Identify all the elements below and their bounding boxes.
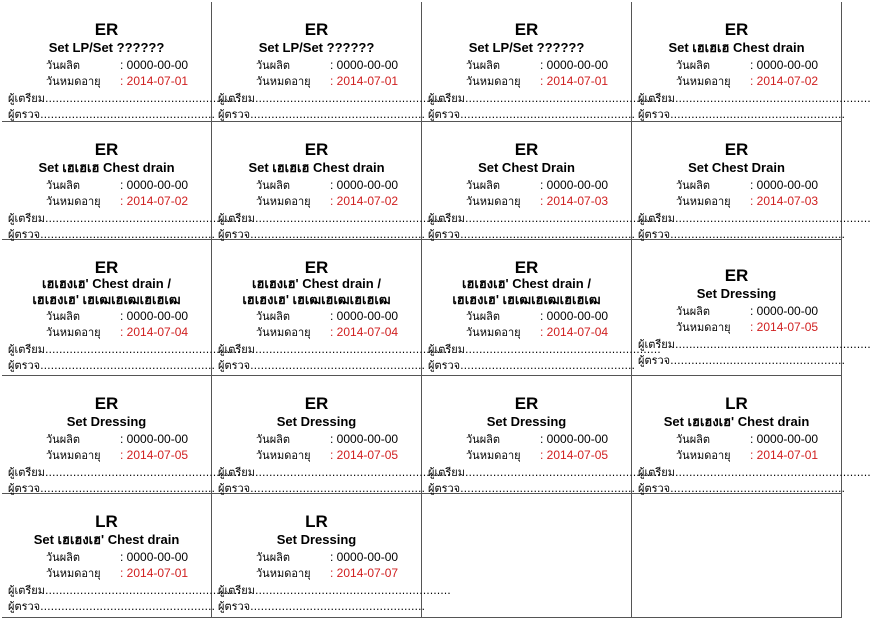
set-name xyxy=(632,160,841,176)
prepared-by-line: ผู้เตรียม........................................................ xyxy=(218,584,451,597)
empty-label-slot xyxy=(632,494,842,618)
sterile-set-label xyxy=(2,376,241,495)
expiry-date xyxy=(256,324,398,341)
manufacture-date-label: วันผลิต xyxy=(466,59,501,72)
set-name xyxy=(212,532,421,548)
manufacture-date-label: วันผลิต xyxy=(676,179,711,192)
checked-by-line: ผู้ตรวจ.................................................. xyxy=(8,359,215,372)
set-name xyxy=(422,276,631,308)
expiry-date-label: วันหมดอายุ xyxy=(676,449,731,462)
manufacture-date-value: : 0000-00-00 xyxy=(330,178,399,192)
department-code: ER xyxy=(304,20,329,39)
expiry-date xyxy=(676,193,818,210)
expiry-date-value: : 2014-07-02 xyxy=(750,74,819,88)
label-sheet xyxy=(2,2,871,618)
manufacture-date-label: วันผลิต xyxy=(256,310,291,323)
manufacture-date xyxy=(256,431,398,448)
department-code: ER xyxy=(724,140,749,159)
manufacture-date-label: วันผลิต xyxy=(46,310,81,323)
manufacture-date-value: : 0000-00-00 xyxy=(120,58,189,72)
set-name-line: Set เฮเฮงเฮ' Chest drain xyxy=(33,532,180,547)
manufacture-date xyxy=(466,308,608,325)
expiry-date-label: วันหมดอายุ xyxy=(46,326,101,339)
expiry-date-value: : 2014-07-05 xyxy=(540,448,609,462)
manufacture-date xyxy=(676,431,818,448)
sterile-set-label xyxy=(212,122,451,241)
set-name-line: Set เฮเฮเฮ Chest drain xyxy=(38,160,175,175)
prepared-by-line: ผู้เตรียม........................................................ xyxy=(8,466,241,479)
set-name xyxy=(2,414,211,430)
set-name-line: เฮเฮงเฮ' เฮเฒเฮเฒเฮเฮเฒ xyxy=(452,292,601,307)
expiry-date-value: : 2014-07-07 xyxy=(330,566,399,580)
expiry-date-label: วันหมดอายุ xyxy=(46,449,101,462)
set-name-line: Set LP/Set ?????? xyxy=(468,40,585,55)
checked-by-line: ผู้ตรวจ.................................................. xyxy=(638,354,845,367)
manufacture-date-value: : 0000-00-00 xyxy=(330,58,399,72)
expiry-date-label: วันหมดอายุ xyxy=(46,75,101,88)
set-name xyxy=(2,532,211,548)
prepared-by-line: ผู้เตรียม........................................................ xyxy=(8,584,241,597)
expiry-date-value: : 2014-07-01 xyxy=(330,74,399,88)
expiry-date-value: : 2014-07-05 xyxy=(120,448,189,462)
expiry-date xyxy=(256,447,398,464)
sterile-set-label xyxy=(212,376,451,495)
manufacture-date-label: วันผลิต xyxy=(46,551,81,564)
prepared-by-line: ผู้เตรียม........................................................ xyxy=(8,343,241,356)
expiry-date-value: : 2014-07-04 xyxy=(120,325,189,339)
expiry-date xyxy=(676,319,818,336)
set-name-line: เฮเฮงเฮ' เฮเฒเฮเฒเฮเฮเฒ xyxy=(242,292,391,307)
expiry-date xyxy=(46,565,188,582)
manufacture-date xyxy=(46,57,188,74)
checked-by-line: ผู้ตรวจ.................................................. xyxy=(8,600,215,613)
expiry-date-label: วันหมดอายุ xyxy=(466,326,521,339)
manufacture-date-label: วันผลิต xyxy=(256,179,291,192)
manufacture-date xyxy=(46,177,188,194)
set-name xyxy=(212,276,421,308)
set-name xyxy=(632,40,841,56)
sterile-set-label xyxy=(632,2,871,122)
checked-by-line: ผู้ตรวจ.................................................. xyxy=(218,228,425,241)
expiry-date-value: : 2014-07-05 xyxy=(750,320,819,334)
expiry-date-label: วันหมดอายุ xyxy=(46,567,101,580)
expiry-date xyxy=(46,447,188,464)
sterile-set-label xyxy=(632,376,871,495)
manufacture-date-label: วันผลิต xyxy=(46,433,81,446)
manufacture-date xyxy=(676,303,818,320)
set-name-line: Set เฮเฮเฮ Chest drain xyxy=(668,40,805,55)
prepared-by-line: ผู้เตรียม........................................................ xyxy=(638,212,871,225)
prepared-by-line: ผู้เตรียม........................................................ xyxy=(218,343,451,356)
expiry-date xyxy=(46,193,188,210)
checked-by-line: ผู้ตรวจ.................................................. xyxy=(218,108,425,121)
checked-by-line: ผู้ตรวจ.................................................. xyxy=(218,600,425,613)
manufacture-date-value: : 0000-00-00 xyxy=(750,178,819,192)
expiry-date xyxy=(466,324,608,341)
department-code: LR xyxy=(95,512,118,531)
expiry-date-label: วันหมดอายุ xyxy=(256,326,311,339)
expiry-date-value: : 2014-07-01 xyxy=(750,448,819,462)
checked-by-line: ผู้ตรวจ.................................................. xyxy=(638,482,845,495)
expiry-date-value: : 2014-07-04 xyxy=(330,325,399,339)
checked-by-line: ผู้ตรวจ.................................................. xyxy=(638,108,845,121)
prepared-by-line: ผู้เตรียม........................................................ xyxy=(428,212,661,225)
expiry-date xyxy=(466,447,608,464)
set-name xyxy=(212,40,421,56)
expiry-date xyxy=(46,73,188,90)
expiry-date-value: : 2014-07-03 xyxy=(750,194,819,208)
set-name-line: Set เฮเฮงเฮ' Chest drain xyxy=(663,414,810,429)
expiry-date xyxy=(256,565,398,582)
manufacture-date xyxy=(46,431,188,448)
manufacture-date-label: วันผลิต xyxy=(256,551,291,564)
expiry-date-label: วันหมดอายุ xyxy=(46,195,101,208)
checked-by-line: ผู้ตรวจ.................................................. xyxy=(8,482,215,495)
prepared-by-line: ผู้เตรียม........................................................ xyxy=(8,212,241,225)
expiry-date-value: : 2014-07-01 xyxy=(120,74,189,88)
manufacture-date-value: : 0000-00-00 xyxy=(750,432,819,446)
set-name xyxy=(422,40,631,56)
prepared-by-line: ผู้เตรียม........................................................ xyxy=(428,92,661,105)
manufacture-date-value: : 0000-00-00 xyxy=(330,550,399,564)
expiry-date-label: วันหมดอายุ xyxy=(466,75,521,88)
expiry-date-label: วันหมดอายุ xyxy=(676,75,731,88)
department-code: ER xyxy=(304,394,329,413)
manufacture-date-value: : 0000-00-00 xyxy=(750,304,819,318)
manufacture-date-value: : 0000-00-00 xyxy=(540,178,609,192)
manufacture-date-value: : 0000-00-00 xyxy=(540,309,609,323)
checked-by-line: ผู้ตรวจ.................................................. xyxy=(428,482,635,495)
set-name xyxy=(422,414,631,430)
sterile-set-label xyxy=(212,2,451,122)
checked-by-line: ผู้ตรวจ.................................................. xyxy=(428,108,635,121)
set-name-line: เฮเฮงเฮ' Chest drain / xyxy=(42,276,171,291)
expiry-date xyxy=(256,193,398,210)
set-name xyxy=(632,414,841,430)
empty-label-slot xyxy=(422,494,632,618)
checked-by-line: ผู้ตรวจ.................................................. xyxy=(218,359,425,372)
department-code: LR xyxy=(305,512,328,531)
sterile-set-label xyxy=(422,376,661,495)
manufacture-date-value: : 0000-00-00 xyxy=(330,432,399,446)
sterile-set-label xyxy=(422,2,661,122)
sterile-set-label xyxy=(2,122,241,241)
manufacture-date xyxy=(46,549,188,566)
manufacture-date-label: วันผลิต xyxy=(676,59,711,72)
manufacture-date-label: วันผลิต xyxy=(676,433,711,446)
set-name xyxy=(212,414,421,430)
expiry-date-value: : 2014-07-04 xyxy=(540,325,609,339)
set-name-line: Set Dressing xyxy=(696,286,777,301)
department-code: ER xyxy=(304,258,329,277)
manufacture-date-value: : 0000-00-00 xyxy=(120,309,189,323)
prepared-by-line: ผู้เตรียม........................................................ xyxy=(428,466,661,479)
manufacture-date xyxy=(466,57,608,74)
set-name-line: Set Dressing xyxy=(276,414,357,429)
checked-by-line: ผู้ตรวจ.................................................. xyxy=(638,228,845,241)
set-name-line: Set Dressing xyxy=(486,414,567,429)
prepared-by-line: ผู้เตรียม........................................................ xyxy=(638,466,871,479)
department-code: ER xyxy=(514,20,539,39)
set-name-line: Set Chest Drain xyxy=(478,160,575,175)
checked-by-line: ผู้ตรวจ.................................................. xyxy=(218,482,425,495)
set-name-line: Set LP/Set ?????? xyxy=(48,40,165,55)
set-name-line: Set เฮเฮเฮ Chest drain xyxy=(248,160,385,175)
expiry-date-value: : 2014-07-01 xyxy=(540,74,609,88)
sterile-set-label xyxy=(2,494,241,618)
sterile-set-label xyxy=(212,240,451,376)
manufacture-date-label: วันผลิต xyxy=(46,59,81,72)
department-code: ER xyxy=(304,140,329,159)
sterile-set-label xyxy=(212,494,451,618)
expiry-date xyxy=(466,73,608,90)
department-code: ER xyxy=(724,20,749,39)
manufacture-date-label: วันผลิต xyxy=(676,305,711,318)
manufacture-date-value: : 0000-00-00 xyxy=(540,432,609,446)
manufacture-date-label: วันผลิต xyxy=(46,179,81,192)
set-name-line: Set LP/Set ?????? xyxy=(258,40,375,55)
manufacture-date-value: : 0000-00-00 xyxy=(120,178,189,192)
manufacture-date-value: : 0000-00-00 xyxy=(120,432,189,446)
sterile-set-label xyxy=(2,2,241,122)
manufacture-date xyxy=(466,431,608,448)
set-name xyxy=(2,276,211,308)
sterile-set-label xyxy=(2,240,241,376)
manufacture-date xyxy=(256,549,398,566)
expiry-date-value: : 2014-07-01 xyxy=(120,566,189,580)
expiry-date-label: วันหมดอายุ xyxy=(256,75,311,88)
manufacture-date xyxy=(466,177,608,194)
expiry-date-label: วันหมดอายุ xyxy=(256,195,311,208)
sterile-set-label xyxy=(422,122,661,241)
department-code: ER xyxy=(94,394,119,413)
manufacture-date xyxy=(676,177,818,194)
expiry-date-label: วันหมดอายุ xyxy=(676,195,731,208)
manufacture-date-label: วันผลิต xyxy=(466,433,501,446)
manufacture-date xyxy=(256,57,398,74)
manufacture-date xyxy=(676,57,818,74)
expiry-date xyxy=(466,193,608,210)
expiry-date xyxy=(676,73,818,90)
set-name-line: Set Dressing xyxy=(276,532,357,547)
manufacture-date-value: : 0000-00-00 xyxy=(120,550,189,564)
manufacture-date-value: : 0000-00-00 xyxy=(540,58,609,72)
manufacture-date-value: : 0000-00-00 xyxy=(330,309,399,323)
set-name xyxy=(422,160,631,176)
manufacture-date-label: วันผลิต xyxy=(466,310,501,323)
department-code: ER xyxy=(724,266,749,285)
expiry-date-value: : 2014-07-03 xyxy=(540,194,609,208)
set-name-line: เฮเฮงเฮ' เฮเฒเฮเฒเฮเฮเฒ xyxy=(32,292,181,307)
checked-by-line: ผู้ตรวจ.................................................. xyxy=(8,228,215,241)
set-name-line: เฮเฮงเฮ' Chest drain / xyxy=(462,276,591,291)
checked-by-line: ผู้ตรวจ.................................................. xyxy=(428,359,635,372)
manufacture-date xyxy=(46,308,188,325)
department-code: ER xyxy=(514,394,539,413)
expiry-date-value: : 2014-07-05 xyxy=(330,448,399,462)
set-name xyxy=(632,286,841,302)
department-code: LR xyxy=(725,394,748,413)
prepared-by-line: ผู้เตรียม........................................................ xyxy=(638,338,871,351)
set-name-line: เฮเฮงเฮ' Chest drain / xyxy=(252,276,381,291)
expiry-date-label: วันหมดอายุ xyxy=(466,195,521,208)
manufacture-date xyxy=(256,177,398,194)
manufacture-date-label: วันผลิต xyxy=(256,59,291,72)
expiry-date-value: : 2014-07-02 xyxy=(330,194,399,208)
prepared-by-line: ผู้เตรียม........................................................ xyxy=(218,92,451,105)
expiry-date-label: วันหมดอายุ xyxy=(256,567,311,580)
prepared-by-line: ผู้เตรียม........................................................ xyxy=(218,212,451,225)
sterile-set-label xyxy=(632,122,871,241)
set-name xyxy=(2,160,211,176)
prepared-by-line: ผู้เตรียม........................................................ xyxy=(638,92,871,105)
prepared-by-line: ผู้เตรียม........................................................ xyxy=(8,92,241,105)
prepared-by-line: ผู้เตรียม........................................................ xyxy=(428,343,661,356)
expiry-date xyxy=(676,447,818,464)
checked-by-line: ผู้ตรวจ.................................................. xyxy=(8,108,215,121)
department-code: ER xyxy=(94,258,119,277)
checked-by-line: ผู้ตรวจ.................................................. xyxy=(428,228,635,241)
set-name-line: Set Chest Drain xyxy=(688,160,785,175)
department-code: ER xyxy=(94,140,119,159)
set-name-line: Set Dressing xyxy=(66,414,147,429)
manufacture-date-label: วันผลิต xyxy=(466,179,501,192)
sterile-set-label xyxy=(632,240,871,376)
expiry-date-label: วันหมดอายุ xyxy=(466,449,521,462)
set-name xyxy=(212,160,421,176)
expiry-date xyxy=(46,324,188,341)
department-code: ER xyxy=(514,140,539,159)
sterile-set-label xyxy=(422,240,661,376)
expiry-date-label: วันหมดอายุ xyxy=(256,449,311,462)
department-code: ER xyxy=(514,258,539,277)
prepared-by-line: ผู้เตรียม........................................................ xyxy=(218,466,451,479)
expiry-date-value: : 2014-07-02 xyxy=(120,194,189,208)
expiry-date-label: วันหมดอายุ xyxy=(676,321,731,334)
department-code: ER xyxy=(94,20,119,39)
set-name xyxy=(2,40,211,56)
manufacture-date-value: : 0000-00-00 xyxy=(750,58,819,72)
manufacture-date-label: วันผลิต xyxy=(256,433,291,446)
manufacture-date xyxy=(256,308,398,325)
expiry-date xyxy=(256,73,398,90)
